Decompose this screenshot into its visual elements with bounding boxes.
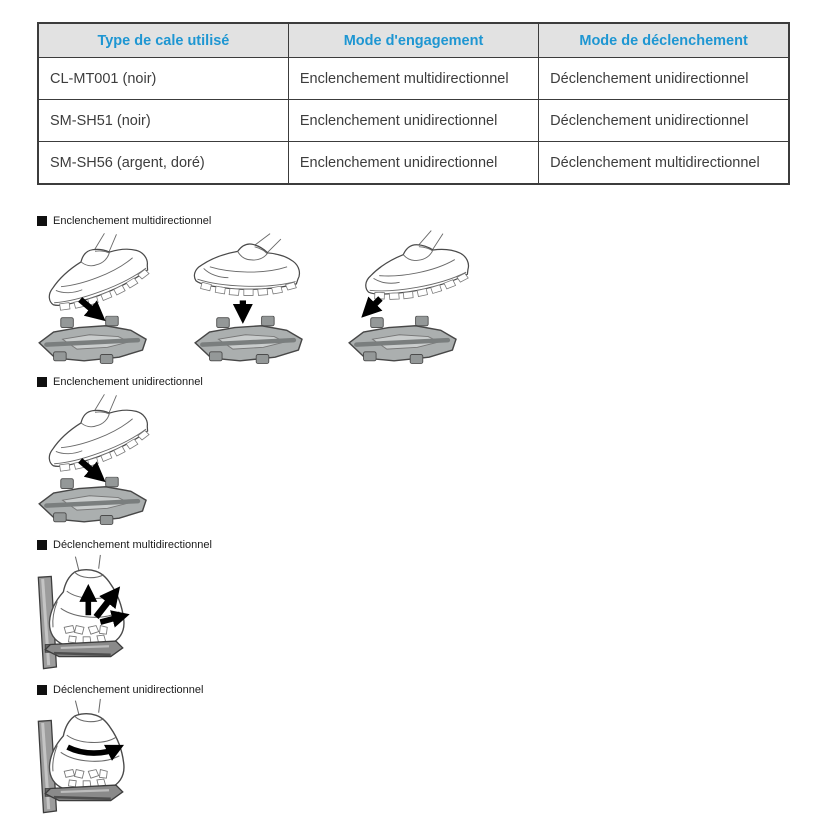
section-bullet-icon [37, 377, 47, 387]
shoe-illustration [357, 229, 473, 307]
table-header-cell-release-mode: Mode de déclenchement [539, 23, 789, 58]
heel-release-illustration [28, 697, 140, 818]
shoe-illustration [34, 229, 155, 319]
pedal-illustration [349, 316, 456, 364]
table-cell: Enclenchement unidirectionnel [288, 142, 538, 185]
table-cell: Enclenchement unidirectionnel [288, 100, 538, 142]
table-row [38, 100, 789, 142]
section-heading-engagement-multidirectional [37, 215, 211, 227]
table-cell: SM-SH56 (argent, doré) [38, 142, 288, 185]
heel-release-illustration [28, 553, 140, 674]
table-row [38, 142, 789, 185]
table-body [38, 58, 789, 185]
release-multidirectional-illustration [28, 553, 140, 674]
step-in-illustration-toe-down [24, 390, 174, 530]
table-cell: CL-MT001 (noir) [38, 58, 288, 100]
section-bullet-icon [37, 216, 47, 226]
table-cell: Déclenchement multidirectionnel [539, 142, 789, 185]
engagement-multidirectional-illustrations [24, 229, 482, 369]
table-cell: SM-SH51 (noir) [38, 100, 288, 142]
table-row [38, 58, 789, 100]
table-header-cell-engagement-mode: Mode d'engagement [288, 23, 538, 58]
table-cell: Enclenchement multidirectionnel [288, 58, 538, 100]
section-bullet-icon [37, 540, 47, 550]
shoe-illustration [34, 390, 155, 480]
engagement-unidirectional-illustration [24, 390, 174, 530]
section-heading-label: Déclenchement unidirectionnel [53, 684, 204, 696]
cleat-mode-table [37, 22, 790, 185]
pedal-illustration [39, 477, 146, 525]
pedal-illustration [195, 316, 302, 364]
pedal-illustration [39, 316, 146, 364]
section-heading-release-multidirectional [37, 539, 212, 551]
section-heading-label: Déclenchement multidirectionnel [53, 539, 212, 551]
release-unidirectional-illustration [28, 697, 140, 818]
section-bullet-icon [37, 685, 47, 695]
section-heading-label: Enclenchement unidirectionnel [53, 376, 203, 388]
table-header-cell-cleat-type: Type de cale utilisé [38, 23, 288, 58]
arrow-down-left-icon [367, 299, 381, 313]
table-header [38, 23, 789, 58]
shoe-on-pedal-rear-illustration [38, 699, 124, 813]
table-cell: Déclenchement unidirectionnel [539, 100, 789, 142]
shoe-on-pedal-rear-illustration [38, 555, 124, 669]
step-in-illustration-flat [178, 229, 328, 369]
section-heading-engagement-unidirectional [37, 376, 203, 388]
section-heading-release-unidirectional [37, 684, 203, 696]
table-header-row [38, 23, 789, 58]
step-in-illustration-toe-down [24, 229, 174, 369]
table-cell: Déclenchement unidirectionnel [539, 58, 789, 100]
step-in-illustration-heel-up [332, 229, 482, 369]
section-heading-label: Enclenchement multidirectionnel [53, 215, 212, 227]
shoe-illustration [194, 234, 299, 296]
